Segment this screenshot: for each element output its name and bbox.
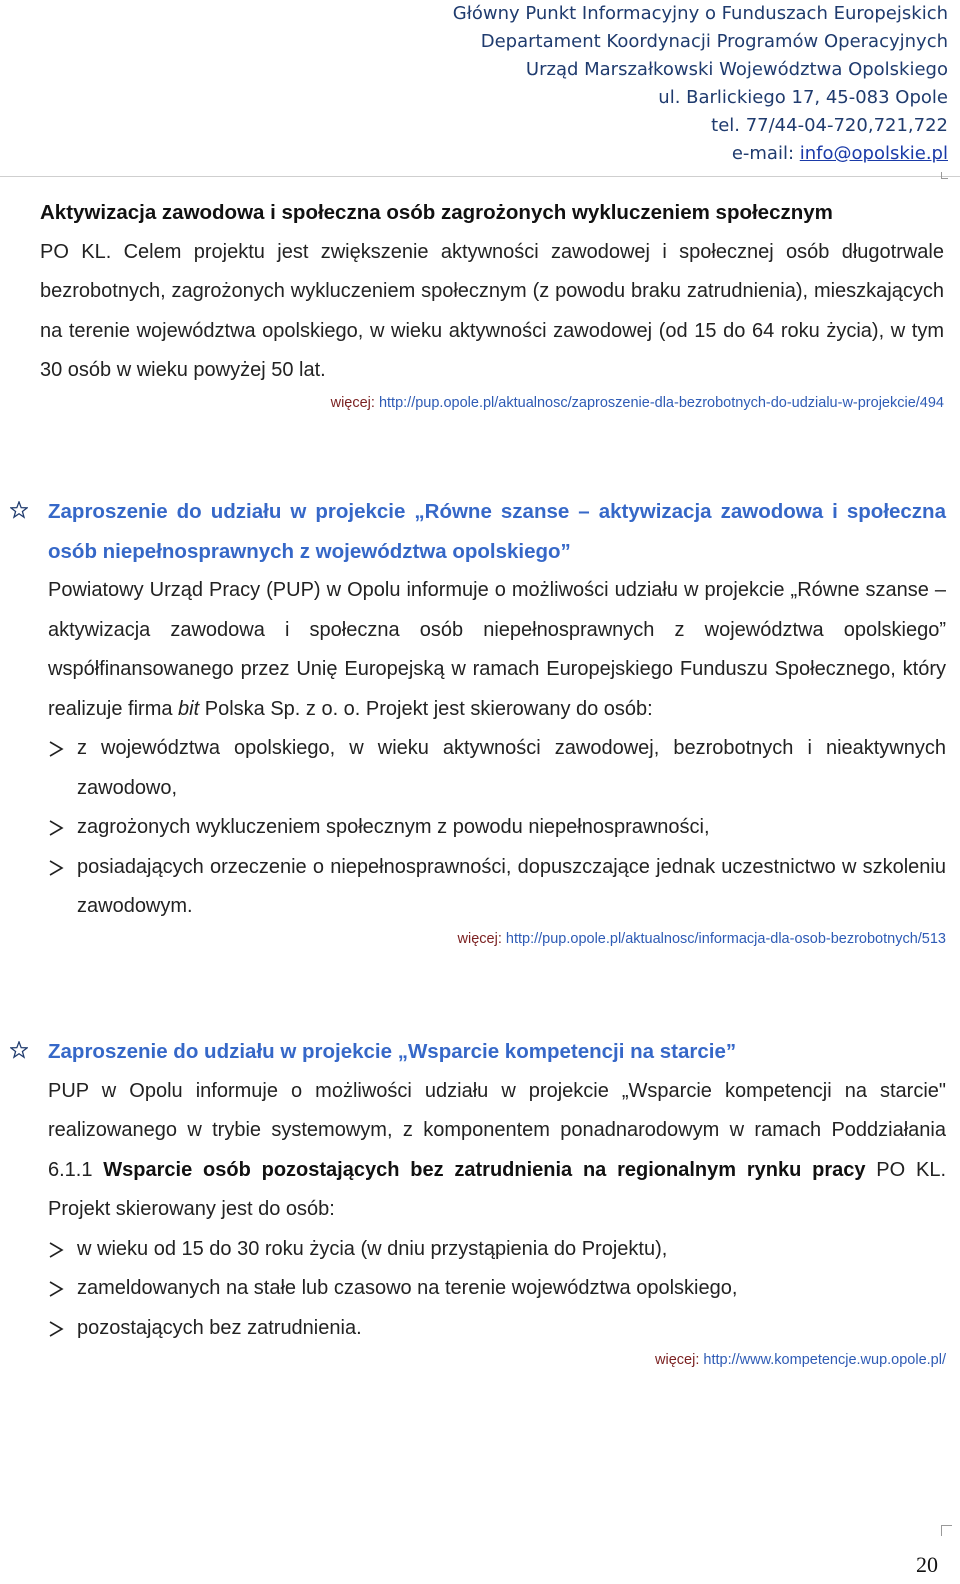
arrow-bullet-icon [48, 1242, 64, 1258]
more-label: więcej: [655, 1352, 704, 1368]
list-item [48, 808, 946, 848]
bullet-text: pozostających bez zatrudnienia. [77, 1316, 362, 1339]
more-label: więcej: [457, 930, 506, 947]
section3-more [48, 1348, 946, 1372]
bullet-text: zagrożonych wykluczeniem społecznym z powodu niepełnosprawności, [77, 816, 710, 838]
section1-more [40, 391, 944, 415]
bullet-text: zameldowanych na stałe lub czasowo na terenie województwa opolskiego, [77, 1277, 738, 1299]
crop-mark [941, 172, 948, 179]
section2-bullet-list [48, 729, 946, 927]
arrow-bullet-icon [48, 741, 64, 757]
list-item [48, 848, 946, 927]
crop-mark-bottom [941, 1525, 952, 1536]
page-number: 20 [916, 1552, 938, 1577]
section-wsparcie-kompetencji [10, 1032, 946, 1372]
arrow-bullet-icon [48, 820, 64, 836]
header-line-3: Urząd Marszałkowski Województwa Opolskiego [525, 59, 948, 80]
section2-title: Zaproszenie do udziału w projekcie „Równe szanse – aktywizacja zawodowa i społeczna osób niepełnosprawnych z województwa opolskiego” [48, 500, 946, 563]
section3-title: Zaproszenie do udziału w projekcie „Wsparcie kompetencji na starcie” [48, 1040, 737, 1063]
section3-body-bold: Wsparcie osób pozostających bez zatrudnienia na regionalnym rynku pracy [103, 1158, 866, 1181]
header-line-4: ul. Barlickiego 17, 45-083 Opole [658, 87, 948, 108]
arrow-bullet-icon [48, 1281, 64, 1297]
bullet-text: posiadających orzeczenie o niepełnosprawności, dopuszczające jednak uczestnictwo w szkoleniu zawodowym. [77, 855, 946, 917]
section3-bullet-list [48, 1230, 946, 1349]
section2-more [48, 927, 946, 951]
email-prefix: e-mail: [731, 143, 800, 164]
email-link[interactable]: info@opolskie.pl [799, 143, 948, 164]
star-icon [10, 1041, 28, 1059]
more-label: więcej: [330, 394, 379, 411]
section1-body: PO KL. Celem projektu jest zwiększenie aktywności zawodowej i społecznej osób długotrwale bezrobotnych, zagrożonych wykluczeniem społecznym (z powodu braku zatrudnienia), mieszkających na terenie województwa opolskiego, w wieku aktywności zawodowej (od 15 do 64 roku życia), w tym 30 osób w wieku powyżej 50 lat. [40, 240, 944, 381]
section3-more-link[interactable]: http://www.kompetencje.wup.opole.pl/ [703, 1352, 946, 1368]
section-rowne-szanse [10, 492, 946, 951]
divider-line [0, 176, 960, 177]
arrow-bullet-icon [48, 860, 64, 876]
section2-body-italic: bit [178, 697, 200, 720]
arrow-bullet-icon [48, 1321, 64, 1337]
section3-body [48, 1072, 946, 1230]
section2-body-a: Powiatowy Urząd Pracy (PUP) w Opolu informuje o możliwości udziału w projekcie „Równe szanse – aktywizacja zawodowa i społeczna osób niepełnosprawnych z województwa opolskiego” współfinansowanego przez Unię Europejską w ramach Europejskiego Funduszu Społecznego, który realizuje firma [48, 579, 946, 720]
list-item [48, 1309, 946, 1349]
header-divider [0, 172, 960, 180]
section3-body-b: PO KL. Projekt skierowany jest do osób: [48, 1158, 947, 1220]
header-block [328, 0, 948, 168]
bullet-text: w wieku od 15 do 30 roku życia (w dniu przystąpienia do Projektu), [77, 1237, 668, 1260]
header-line-2: Departament Koordynacji Programów Operacyjnych [480, 31, 948, 52]
section1-title: Aktywizacja zawodowa i społeczna osób zagrożonych wykluczeniem społecznym [40, 201, 833, 224]
section3-body-a: PUP w Opolu informuje o możliwości udziału w projekcie „Wsparcie kompetencji na starcie" realizowanego w trybie systemowym, z komponentem ponadnarodowym w ramach Poddziałania 6.1.1 [48, 1079, 946, 1181]
list-item [48, 1269, 946, 1309]
list-item [48, 1230, 946, 1270]
section2-body-b: Polska Sp. z o. o. Projekt jest skierowany do osób: [199, 697, 653, 720]
header-line-1: Główny Punkt Informacyjny o Funduszach Europejskich [452, 3, 948, 24]
section2-body [48, 571, 946, 729]
section2-more-link[interactable]: http://pup.opole.pl/aktualnosc/informacja-dla-osob-bezrobotnych/513 [505, 930, 946, 947]
header-email-line [328, 140, 948, 168]
section1-more-link[interactable]: http://pup.opole.pl/aktualnosc/zaproszenie-dla-bezrobotnych-do-udzialu-w-projekcie/494 [378, 394, 944, 411]
header-line-5: tel. 77/44-04-720,721,722 [711, 115, 948, 136]
star-icon [10, 501, 28, 519]
bullet-text: z województwa opolskiego, w wieku aktywności zawodowej, bezrobotnych i nieaktywnych zawodowo, [77, 737, 946, 799]
list-item [48, 729, 946, 808]
section-aktywizacja [40, 193, 944, 415]
